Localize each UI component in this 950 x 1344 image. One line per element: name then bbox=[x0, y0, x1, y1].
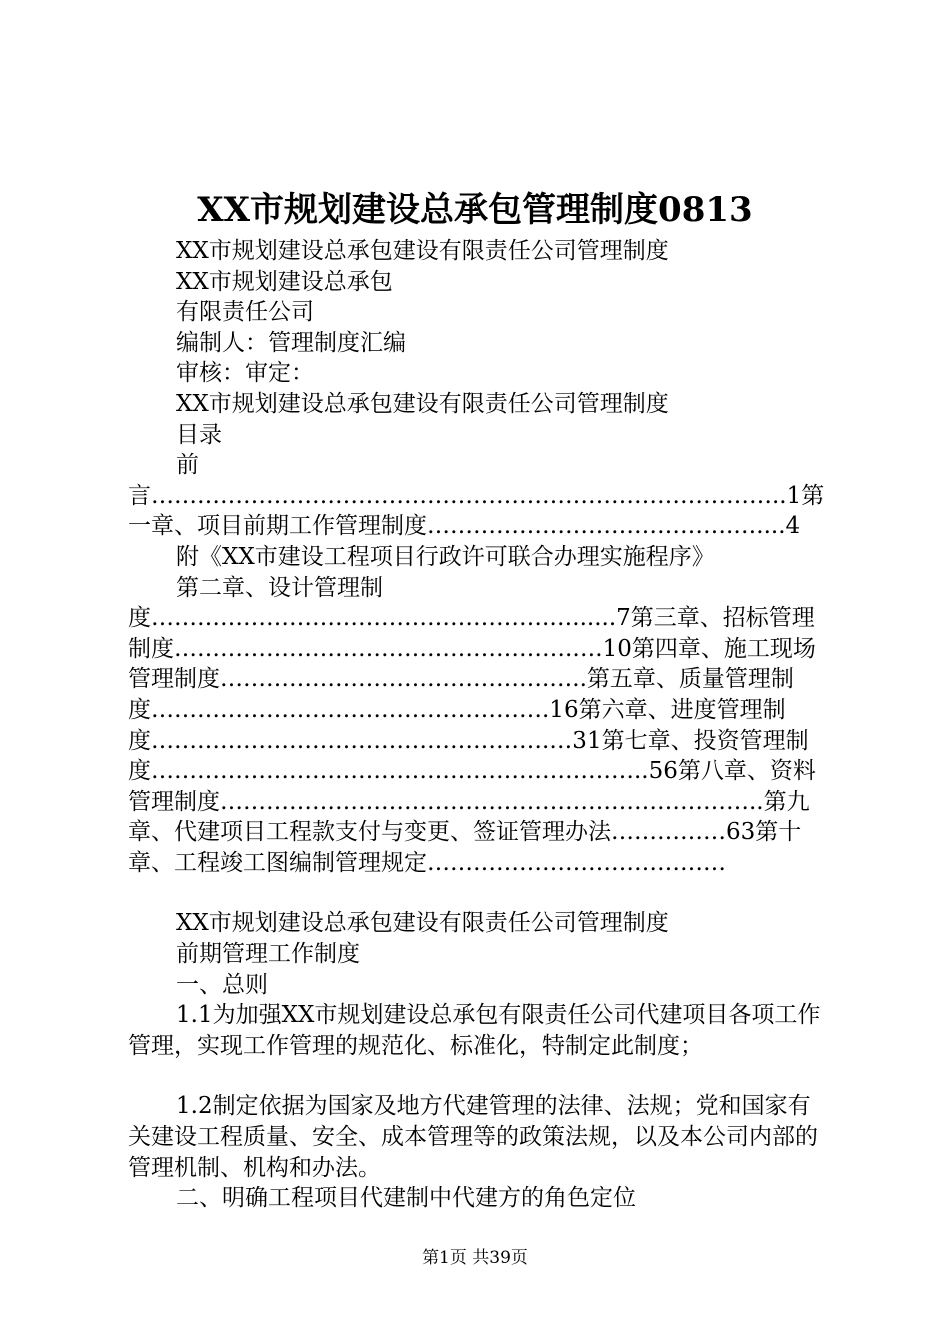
document-title: XX市规划建设总承包管理制度0813 bbox=[197, 190, 753, 230]
clause-1-2: 1.2制定依据为国家及地方代建管理的法律、法规；党和国家有关建设工程质量、安全、成本管理等的政策法规，以及本公司内部的管理机制、机构和办法。 bbox=[128, 1093, 818, 1181]
general-provisions-heading: 一、总则 bbox=[176, 971, 268, 998]
company-heading-repeat: XX市规划建设总承包建设有限责任公司管理制度 bbox=[176, 390, 669, 417]
clause-1-1: 1.1为加强XX市规划建设总承包有限责任公司代建项目各项工作管理，实现工作管理的规范化、标准化，特制定此制度； bbox=[128, 1002, 821, 1059]
editor-line: 编制人：管理制度汇编 bbox=[176, 329, 406, 356]
toc-heading: 目录 bbox=[176, 421, 222, 448]
document-body bbox=[128, 236, 833, 1214]
page-number-footer: 第1页 共39页 bbox=[422, 1248, 528, 1268]
section-company-heading: XX市规划建设总承包建设有限责任公司管理制度 bbox=[176, 910, 669, 937]
section-title: 前期管理工作制度 bbox=[176, 941, 360, 968]
company-name-line-2: 有限责任公司 bbox=[176, 299, 314, 326]
section-2-heading: 二、明确工程项目代建制中代建方的角色定位 bbox=[176, 1185, 636, 1212]
review-line: 审核：审定： bbox=[176, 360, 314, 387]
toc-annex: 附《XX市建设工程项目行政许可联合办理实施程序》 bbox=[176, 543, 715, 570]
toc-paragraph-1: 前言………………………………………………………………………..1第一章、项目前期工作管理制度………………………………….…....4 bbox=[128, 452, 825, 540]
spacer bbox=[128, 1061, 833, 1091]
toc-paragraph-2: 第二章、设计管理制度…………………………………………….…......7第三章、招标管理制度…………………………………………….….10第四章、施工现场管理制度…………………………………….…..第五章、质量管理制度…………………………………………….16第六章、进度管理制度…………………………………………….…31第七章、投资管理制度………………………………………………………..56第八章、资料管理制度……………………………………………………………..第九章、代建项目工程款支付与变更、签证管理办法……………63第十章、工程竣工图编制管理规定………………………………… bbox=[128, 574, 816, 876]
company-heading: XX市规划建设总承包建设有限责任公司管理制度 bbox=[176, 238, 669, 264]
spacer bbox=[128, 878, 833, 908]
company-name-line-1: XX市规划建设总承包 bbox=[176, 268, 393, 295]
